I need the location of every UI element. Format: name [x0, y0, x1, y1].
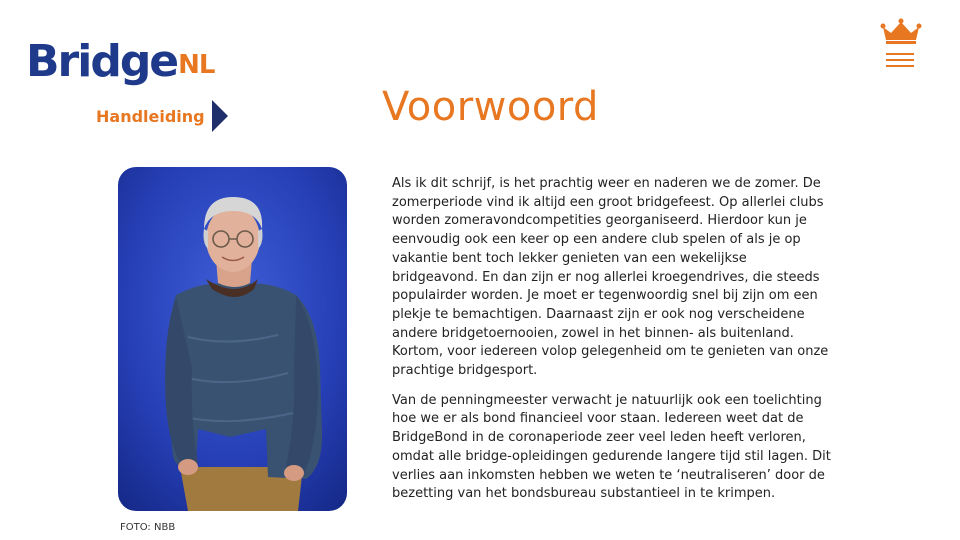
article-body: [392, 175, 832, 515]
menu-line: [886, 65, 914, 67]
menu-line: [886, 59, 914, 61]
photo-caption: FOTO: NBB: [120, 522, 176, 533]
hamburger-menu-icon[interactable]: [886, 53, 914, 71]
logo-wordmark: Bridge: [26, 36, 178, 87]
menu-line: [886, 53, 914, 55]
article-paragraph: Als ik dit schrijf, is het prachtig weer en naderen we de zomer. De zomerperiode vind ik altijd een groot bridgefeest. Op allerlei clubs worden zomeravondcompetities georganiseerd. Hierdoor kun je eenvoudig ook een keer op een andere club spelen of als je op vakantie bent toch lekker genieten van een wekelijkse bridgeavond. En dan zijn er nog allerlei kroegendrives, die steeds populairder worden. Je moet er tegenwoordig snel bij zijn om een plekje te bemachtigen. Daarnaast zijn er ook nog verscheidene andere bridgetoernooien, zowel in het binnen- als buitenland. Kortom, voor iedereen volop gelegenheid om te genieten van onze prachtige bridgesport.: [392, 176, 829, 379]
page-title: Voorwoord: [382, 84, 599, 130]
logo-suffix: NL: [178, 50, 215, 80]
arrow-right-icon: [212, 100, 228, 132]
portrait-photo: [118, 167, 347, 511]
crown-icon[interactable]: [880, 18, 922, 44]
handleiding-link[interactable]: [96, 100, 228, 132]
handleiding-label: Handleiding: [96, 106, 205, 126]
bridgenl-logo[interactable]: [26, 24, 215, 87]
article-paragraph: Van de penningmeester verwacht je natuurlijk ook een toelichting hoe we er als bond financieel voor staan. Iedereen weet dat de BridgeBond in de coronaperiode zeer veel leden heeft verloren, omdat alle bridge-opleidingen gedurende langere tijd stil lagen. Dit verlies aan inkomsten hebben we weten te ‘neutraliseren’ door de bezetting van het bondsbureau substantieel in te krimpen.: [392, 392, 831, 502]
